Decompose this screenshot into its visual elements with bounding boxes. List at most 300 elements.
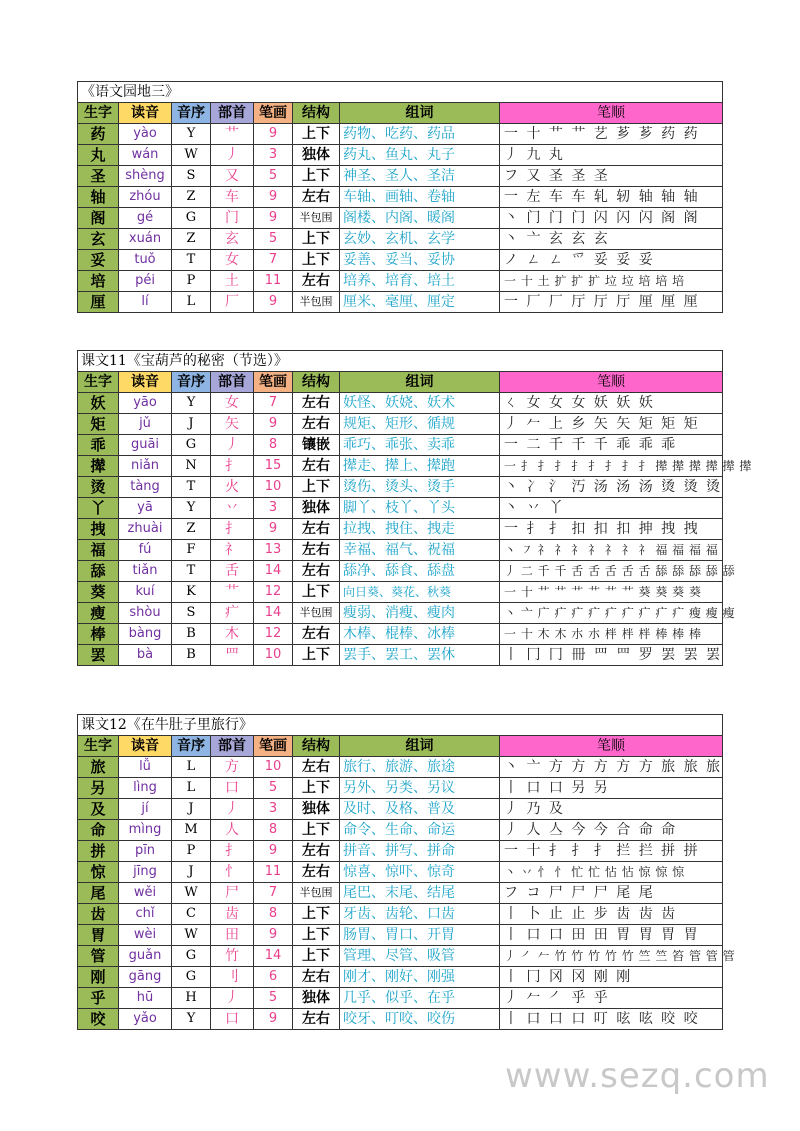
cell-char: 妖 bbox=[78, 393, 119, 414]
cell-radical: 田 bbox=[211, 925, 254, 946]
cell-radical: 扌 bbox=[211, 841, 254, 862]
cell-order: C bbox=[172, 904, 211, 925]
cell-char: 矩 bbox=[78, 414, 119, 435]
cell-pinyin: niǎn bbox=[119, 456, 172, 477]
cell-order: N bbox=[172, 456, 211, 477]
cell-strokes: 10 bbox=[254, 757, 293, 778]
cell-stroke-order: 丶 亠 方 方 方 方 方 旅 旅 旅 bbox=[500, 757, 723, 778]
cell-order: Y bbox=[172, 393, 211, 414]
cell-char: 圣 bbox=[78, 166, 119, 187]
cell-order: M bbox=[172, 820, 211, 841]
cell-stroke-order: 一 十 扌 扌 扌 拦 拦 拼 拼 bbox=[500, 841, 723, 862]
cell-structure: 左右 bbox=[293, 456, 340, 477]
cell-radical: 尸 bbox=[211, 883, 254, 904]
cell-pinyin: yā bbox=[119, 498, 172, 519]
cell-radical: 罒 bbox=[211, 645, 254, 666]
table-row bbox=[78, 519, 723, 540]
cell-structure: 上下 bbox=[293, 904, 340, 925]
cell-strokes: 11 bbox=[254, 271, 293, 292]
cell-structure: 半包围 bbox=[293, 208, 340, 229]
cell-strokes: 9 bbox=[254, 208, 293, 229]
cell-words: 肠胃、胃口、开胃 bbox=[340, 925, 500, 946]
cell-structure: 上下 bbox=[293, 229, 340, 250]
cell-char: 福 bbox=[78, 540, 119, 561]
cell-structure: 上下 bbox=[293, 582, 340, 603]
cell-stroke-order: 一 十 艹 艹 艹 艹 艹 艹 葵 葵 葵 葵 bbox=[500, 582, 723, 603]
cell-stroke-order: 一 左 车 车 轧 轫 轴 轴 轴 bbox=[500, 187, 723, 208]
table-row bbox=[78, 904, 723, 925]
cell-radical: 车 bbox=[211, 187, 254, 208]
cell-words: 另外、另类、另议 bbox=[340, 778, 500, 799]
cell-char: 厘 bbox=[78, 292, 119, 313]
cell-strokes: 8 bbox=[254, 435, 293, 456]
cell-order: L bbox=[172, 292, 211, 313]
cell-order: J bbox=[172, 799, 211, 820]
cell-words: 牙齿、齿轮、口齿 bbox=[340, 904, 500, 925]
cell-strokes: 3 bbox=[254, 799, 293, 820]
table-row bbox=[78, 841, 723, 862]
cell-pinyin: wèi bbox=[119, 925, 172, 946]
watermark: www.sezq.com bbox=[505, 1056, 770, 1096]
cell-char: 烫 bbox=[78, 477, 119, 498]
cell-order: G bbox=[172, 946, 211, 967]
table-row bbox=[78, 561, 723, 582]
cell-stroke-order: 一 十 艹 艹 艺 芗 芗 药 药 bbox=[500, 124, 723, 145]
cell-strokes: 5 bbox=[254, 988, 293, 1009]
cell-char: 药 bbox=[78, 124, 119, 145]
cell-radical: 扌 bbox=[211, 456, 254, 477]
header-pinyin: 读音 bbox=[119, 103, 172, 124]
cell-structure: 上下 bbox=[293, 946, 340, 967]
table-row bbox=[78, 645, 723, 666]
cell-strokes: 14 bbox=[254, 946, 293, 967]
cell-radical: 女 bbox=[211, 250, 254, 271]
cell-char: 拼 bbox=[78, 841, 119, 862]
cell-strokes: 9 bbox=[254, 187, 293, 208]
cell-stroke-order: フ コ 尸 尸 尸 尾 尾 bbox=[500, 883, 723, 904]
cell-char: 玄 bbox=[78, 229, 119, 250]
cell-stroke-order: 一 二 千 千 千 乖 乖 乖 bbox=[500, 435, 723, 456]
section-title: 课文11《宝葫芦的秘密（节选）》 bbox=[78, 351, 723, 372]
cell-stroke-order: フ 又 圣 圣 圣 bbox=[500, 166, 723, 187]
cell-structure: 左右 bbox=[293, 540, 340, 561]
header-char: 生字 bbox=[78, 103, 119, 124]
cell-radical: 忄 bbox=[211, 862, 254, 883]
cell-radical: 门 bbox=[211, 208, 254, 229]
table-row bbox=[78, 624, 723, 645]
cell-structure: 上下 bbox=[293, 477, 340, 498]
cell-order: W bbox=[172, 925, 211, 946]
cell-char: 阁 bbox=[78, 208, 119, 229]
cell-structure: 左右 bbox=[293, 414, 340, 435]
cell-pinyin: jí bbox=[119, 799, 172, 820]
cell-stroke-order: 丶 冫 氵 汅 汤 汤 汤 烫 烫 烫 bbox=[500, 477, 723, 498]
cell-radical: 厂 bbox=[211, 292, 254, 313]
character-table bbox=[77, 714, 736, 1030]
cell-radical: 火 bbox=[211, 477, 254, 498]
header-structure: 结构 bbox=[293, 372, 340, 393]
cell-order: P bbox=[172, 271, 211, 292]
cell-strokes: 8 bbox=[254, 820, 293, 841]
cell-radical: 艹 bbox=[211, 124, 254, 145]
cell-radical: 竹 bbox=[211, 946, 254, 967]
cell-order: P bbox=[172, 841, 211, 862]
cell-char: 拽 bbox=[78, 519, 119, 540]
table-row bbox=[78, 1009, 723, 1030]
table-row bbox=[78, 820, 723, 841]
cell-strokes: 6 bbox=[254, 967, 293, 988]
cell-stroke-order: 丨 口 口 田 田 胃 胃 胃 胃 bbox=[500, 925, 723, 946]
cell-pinyin: chǐ bbox=[119, 904, 172, 925]
table-row bbox=[78, 967, 723, 988]
header-char: 生字 bbox=[78, 736, 119, 757]
cell-strokes: 10 bbox=[254, 645, 293, 666]
cell-words: 妖怪、妖娆、妖术 bbox=[340, 393, 500, 414]
cell-char: 刚 bbox=[78, 967, 119, 988]
cell-pinyin: bàng bbox=[119, 624, 172, 645]
cell-words: 命令、生命、命运 bbox=[340, 820, 500, 841]
cell-stroke-order: 一 十 木 木 朩 朩 柈 柈 柈 棒 棒 棒 bbox=[500, 624, 723, 645]
cell-words: 管理、尽管、吸管 bbox=[340, 946, 500, 967]
table-row bbox=[78, 799, 723, 820]
cell-words: 旅行、旅游、旅途 bbox=[340, 757, 500, 778]
character-table bbox=[77, 350, 752, 666]
cell-order: Y bbox=[172, 124, 211, 145]
cell-pinyin: wán bbox=[119, 145, 172, 166]
cell-pinyin: jīng bbox=[119, 862, 172, 883]
cell-strokes: 13 bbox=[254, 540, 293, 561]
cell-stroke-order: 丿 ㇒ 𠂉 竹 竹 竹 竹 竹 竺 竺 笞 管 管 管 bbox=[500, 946, 723, 967]
cell-stroke-order: 丿 九 丸 bbox=[500, 145, 723, 166]
cell-stroke-order: 丨 口 口 另 另 bbox=[500, 778, 723, 799]
cell-char: 及 bbox=[78, 799, 119, 820]
cell-stroke-order: 丿 𠂉 ㇒ 乎 乎 bbox=[500, 988, 723, 1009]
cell-order: F bbox=[172, 540, 211, 561]
table-row bbox=[78, 540, 723, 561]
table-row bbox=[78, 166, 723, 187]
cell-order: L bbox=[172, 757, 211, 778]
cell-radical: 丿 bbox=[211, 435, 254, 456]
cell-char: 妥 bbox=[78, 250, 119, 271]
cell-structure: 独体 bbox=[293, 498, 340, 519]
cell-order: Z bbox=[172, 519, 211, 540]
cell-pinyin: gé bbox=[119, 208, 172, 229]
table-row bbox=[78, 603, 723, 624]
cell-stroke-order: 一 扌 扌 扣 扣 扣 抻 拽 拽 bbox=[500, 519, 723, 540]
cell-strokes: 12 bbox=[254, 582, 293, 603]
cell-char: 乖 bbox=[78, 435, 119, 456]
cell-radical: 齿 bbox=[211, 904, 254, 925]
cell-structure: 独体 bbox=[293, 145, 340, 166]
cell-radical: 刂 bbox=[211, 967, 254, 988]
cell-radical: 舌 bbox=[211, 561, 254, 582]
cell-pinyin: jǔ bbox=[119, 414, 172, 435]
cell-order: L bbox=[172, 778, 211, 799]
cell-structure: 独体 bbox=[293, 799, 340, 820]
cell-pinyin: kuí bbox=[119, 582, 172, 603]
cell-words: 车轴、画轴、卷轴 bbox=[340, 187, 500, 208]
cell-pinyin: péi bbox=[119, 271, 172, 292]
cell-strokes: 14 bbox=[254, 561, 293, 582]
cell-order: S bbox=[172, 166, 211, 187]
cell-char: 乎 bbox=[78, 988, 119, 1009]
header-strokes: 笔画 bbox=[254, 372, 293, 393]
cell-pinyin: guāi bbox=[119, 435, 172, 456]
cell-order: Y bbox=[172, 1009, 211, 1030]
cell-radical: 玄 bbox=[211, 229, 254, 250]
cell-structure: 上下 bbox=[293, 124, 340, 145]
cell-stroke-order: 丶 亠 玄 玄 玄 bbox=[500, 229, 723, 250]
cell-char: 惊 bbox=[78, 862, 119, 883]
cell-words: 烫伤、烫头、烫手 bbox=[340, 477, 500, 498]
cell-pinyin: tuǒ bbox=[119, 250, 172, 271]
cell-order: Z bbox=[172, 229, 211, 250]
cell-structure: 左右 bbox=[293, 271, 340, 292]
cell-strokes: 9 bbox=[254, 414, 293, 435]
cell-char: 丫 bbox=[78, 498, 119, 519]
cell-words: 拉拽、拽住、拽走 bbox=[340, 519, 500, 540]
header-words: 组词 bbox=[340, 372, 500, 393]
cell-pinyin: yāo bbox=[119, 393, 172, 414]
cell-structure: 左右 bbox=[293, 1009, 340, 1030]
cell-pinyin: xuán bbox=[119, 229, 172, 250]
cell-words: 木棒、棍棒、冰棒 bbox=[340, 624, 500, 645]
section-lesson-12 bbox=[77, 714, 736, 1030]
cell-stroke-order: 丿 二 千 千 舌 舌 舌 舌 舌 舔 舔 舔 舔 舔 bbox=[500, 561, 723, 582]
section-title: 课文12《在牛肚子里旅行》 bbox=[78, 715, 723, 736]
header-stroke-order: 笔顺 bbox=[500, 372, 723, 393]
cell-words: 惊喜、惊吓、惊奇 bbox=[340, 862, 500, 883]
table-row bbox=[78, 498, 723, 519]
cell-pinyin: guǎn bbox=[119, 946, 172, 967]
cell-radical: 丷 bbox=[211, 498, 254, 519]
cell-stroke-order: 丶 亠 广 疒 疒 疒 疒 疒 疒 疒 疒 瘦 瘦 瘦 bbox=[500, 603, 723, 624]
cell-words: 及时、及格、普及 bbox=[340, 799, 500, 820]
cell-structure: 左右 bbox=[293, 967, 340, 988]
table-row bbox=[78, 456, 723, 477]
cell-words: 罢手、罢工、罢休 bbox=[340, 645, 500, 666]
cell-order: Z bbox=[172, 187, 211, 208]
cell-pinyin: zhuài bbox=[119, 519, 172, 540]
cell-pinyin: tiǎn bbox=[119, 561, 172, 582]
cell-radical: 矢 bbox=[211, 414, 254, 435]
cell-words: 幸福、福气、祝福 bbox=[340, 540, 500, 561]
cell-structure: 左右 bbox=[293, 561, 340, 582]
cell-order: W bbox=[172, 883, 211, 904]
cell-structure: 上下 bbox=[293, 250, 340, 271]
header-stroke-order: 笔顺 bbox=[500, 103, 723, 124]
table-row bbox=[78, 292, 723, 313]
cell-radical: 方 bbox=[211, 757, 254, 778]
cell-radical: 丿 bbox=[211, 988, 254, 1009]
cell-radical: 女 bbox=[211, 393, 254, 414]
cell-radical: 土 bbox=[211, 271, 254, 292]
cell-order: G bbox=[172, 435, 211, 456]
cell-structure: 上下 bbox=[293, 166, 340, 187]
cell-pinyin: tàng bbox=[119, 477, 172, 498]
cell-strokes: 9 bbox=[254, 519, 293, 540]
cell-words: 几乎、似乎、在乎 bbox=[340, 988, 500, 1009]
cell-char: 管 bbox=[78, 946, 119, 967]
cell-radical: 人 bbox=[211, 820, 254, 841]
cell-strokes: 9 bbox=[254, 124, 293, 145]
header-strokes: 笔画 bbox=[254, 103, 293, 124]
cell-stroke-order: 丨 冂 冂 冊 罒 罒 罗 罢 罢 罢 bbox=[500, 645, 723, 666]
table-row bbox=[78, 229, 723, 250]
header-order: 音序 bbox=[172, 372, 211, 393]
cell-words: 妥善、妥当、妥协 bbox=[340, 250, 500, 271]
cell-structure: 镶嵌 bbox=[293, 435, 340, 456]
cell-radical: 礻 bbox=[211, 540, 254, 561]
header-stroke-order: 笔顺 bbox=[500, 736, 723, 757]
table-row bbox=[78, 757, 723, 778]
cell-stroke-order: 丿 乃 及 bbox=[500, 799, 723, 820]
cell-words: 乖巧、乖张、卖乖 bbox=[340, 435, 500, 456]
cell-char: 咬 bbox=[78, 1009, 119, 1030]
cell-radical: 丿 bbox=[211, 799, 254, 820]
cell-char: 棒 bbox=[78, 624, 119, 645]
cell-strokes: 8 bbox=[254, 904, 293, 925]
cell-stroke-order: 一 厂 厂 厅 厅 厅 厘 厘 厘 bbox=[500, 292, 723, 313]
cell-radical: 口 bbox=[211, 778, 254, 799]
cell-strokes: 15 bbox=[254, 456, 293, 477]
cell-strokes: 9 bbox=[254, 841, 293, 862]
cell-structure: 左右 bbox=[293, 519, 340, 540]
cell-stroke-order: 丶 ㇇ 礻 礻 礻 礻 礻 礻 礻 福 福 福 福 bbox=[500, 540, 723, 561]
cell-words: 神圣、圣人、圣洁 bbox=[340, 166, 500, 187]
cell-order: B bbox=[172, 645, 211, 666]
cell-char: 胃 bbox=[78, 925, 119, 946]
cell-stroke-order: 一 十 土 扩 扩 扩 垃 垃 培 培 培 bbox=[500, 271, 723, 292]
cell-char: 命 bbox=[78, 820, 119, 841]
cell-pinyin: yǎo bbox=[119, 1009, 172, 1030]
section-lesson-11 bbox=[77, 350, 752, 666]
header-order: 音序 bbox=[172, 103, 211, 124]
cell-pinyin: mìng bbox=[119, 820, 172, 841]
cell-pinyin: hū bbox=[119, 988, 172, 1009]
cell-order: S bbox=[172, 603, 211, 624]
table-row bbox=[78, 435, 723, 456]
cell-order: J bbox=[172, 862, 211, 883]
cell-pinyin: gāng bbox=[119, 967, 172, 988]
cell-structure: 上下 bbox=[293, 820, 340, 841]
cell-order: T bbox=[172, 561, 211, 582]
cell-words: 阁楼、内阁、暖阁 bbox=[340, 208, 500, 229]
header-words: 组词 bbox=[340, 103, 500, 124]
cell-order: G bbox=[172, 208, 211, 229]
cell-strokes: 3 bbox=[254, 498, 293, 519]
cell-pinyin: zhóu bbox=[119, 187, 172, 208]
header-char: 生字 bbox=[78, 372, 119, 393]
cell-pinyin: fú bbox=[119, 540, 172, 561]
cell-strokes: 5 bbox=[254, 166, 293, 187]
cell-strokes: 7 bbox=[254, 393, 293, 414]
cell-pinyin: pīn bbox=[119, 841, 172, 862]
cell-strokes: 14 bbox=[254, 603, 293, 624]
cell-stroke-order: 丿 人 亼 今 今 合 命 命 bbox=[500, 820, 723, 841]
cell-structure: 上下 bbox=[293, 925, 340, 946]
table-row bbox=[78, 145, 723, 166]
cell-stroke-order: 丨 卜 止 止 步 齿 齿 齿 bbox=[500, 904, 723, 925]
cell-order: K bbox=[172, 582, 211, 603]
cell-structure: 左右 bbox=[293, 862, 340, 883]
cell-structure: 左右 bbox=[293, 624, 340, 645]
cell-char: 丸 bbox=[78, 145, 119, 166]
cell-radical: 丿 bbox=[211, 145, 254, 166]
cell-words: 刚才、刚好、刚强 bbox=[340, 967, 500, 988]
cell-char: 培 bbox=[78, 271, 119, 292]
table-row bbox=[78, 582, 723, 603]
table-row bbox=[78, 862, 723, 883]
cell-pinyin: shèng bbox=[119, 166, 172, 187]
cell-structure: 上下 bbox=[293, 778, 340, 799]
cell-strokes: 3 bbox=[254, 145, 293, 166]
header-strokes: 笔画 bbox=[254, 736, 293, 757]
cell-order: G bbox=[172, 967, 211, 988]
cell-strokes: 5 bbox=[254, 778, 293, 799]
cell-strokes: 12 bbox=[254, 624, 293, 645]
table-row bbox=[78, 393, 723, 414]
cell-words: 舔净、舔食、舔盘 bbox=[340, 561, 500, 582]
header-structure: 结构 bbox=[293, 736, 340, 757]
cell-char: 舔 bbox=[78, 561, 119, 582]
table-row bbox=[78, 883, 723, 904]
table-row bbox=[78, 271, 723, 292]
cell-words: 药丸、鱼丸、丸子 bbox=[340, 145, 500, 166]
cell-radical: 疒 bbox=[211, 603, 254, 624]
cell-radical: 扌 bbox=[211, 519, 254, 540]
cell-structure: 独体 bbox=[293, 988, 340, 1009]
header-radical: 部首 bbox=[211, 372, 254, 393]
cell-stroke-order: 丶 丷 忄 忄 忙 忙 怗 怗 惊 惊 惊 bbox=[500, 862, 723, 883]
table-row bbox=[78, 778, 723, 799]
character-table bbox=[77, 81, 723, 313]
cell-words: 药物、吃药、药品 bbox=[340, 124, 500, 145]
cell-words: 撵走、撵上、撵跑 bbox=[340, 456, 500, 477]
cell-pinyin: yào bbox=[119, 124, 172, 145]
cell-structure: 左右 bbox=[293, 187, 340, 208]
cell-order: B bbox=[172, 624, 211, 645]
table-row bbox=[78, 414, 723, 435]
cell-radical: 口 bbox=[211, 1009, 254, 1030]
cell-radical: 艹 bbox=[211, 582, 254, 603]
cell-stroke-order: ㄑ 女 女 女 妖 妖 妖 bbox=[500, 393, 723, 414]
cell-order: W bbox=[172, 145, 211, 166]
cell-pinyin: wěi bbox=[119, 883, 172, 904]
cell-structure: 左右 bbox=[293, 757, 340, 778]
cell-order: J bbox=[172, 414, 211, 435]
cell-stroke-order: 丶 门 门 门 闪 闪 闪 阁 阁 bbox=[500, 208, 723, 229]
cell-words: 脚丫、枝丫、丫头 bbox=[340, 498, 500, 519]
cell-char: 罢 bbox=[78, 645, 119, 666]
cell-pinyin: lí bbox=[119, 292, 172, 313]
table-row bbox=[78, 250, 723, 271]
cell-structure: 左右 bbox=[293, 841, 340, 862]
cell-order: T bbox=[172, 250, 211, 271]
cell-words: 拼音、拼写、拼命 bbox=[340, 841, 500, 862]
cell-order: Y bbox=[172, 498, 211, 519]
cell-stroke-order: 丿 𠂉 上 乡 矢 矢 矩 矩 矩 bbox=[500, 414, 723, 435]
table-row bbox=[78, 208, 723, 229]
cell-order: H bbox=[172, 988, 211, 1009]
cell-structure: 半包围 bbox=[293, 292, 340, 313]
cell-words: 咬牙、叮咬、咬伤 bbox=[340, 1009, 500, 1030]
cell-strokes: 7 bbox=[254, 883, 293, 904]
cell-radical: 木 bbox=[211, 624, 254, 645]
cell-structure: 上下 bbox=[293, 645, 340, 666]
cell-char: 另 bbox=[78, 778, 119, 799]
cell-stroke-order: 丨 口 口 口 叮 呟 呟 咬 咬 bbox=[500, 1009, 723, 1030]
